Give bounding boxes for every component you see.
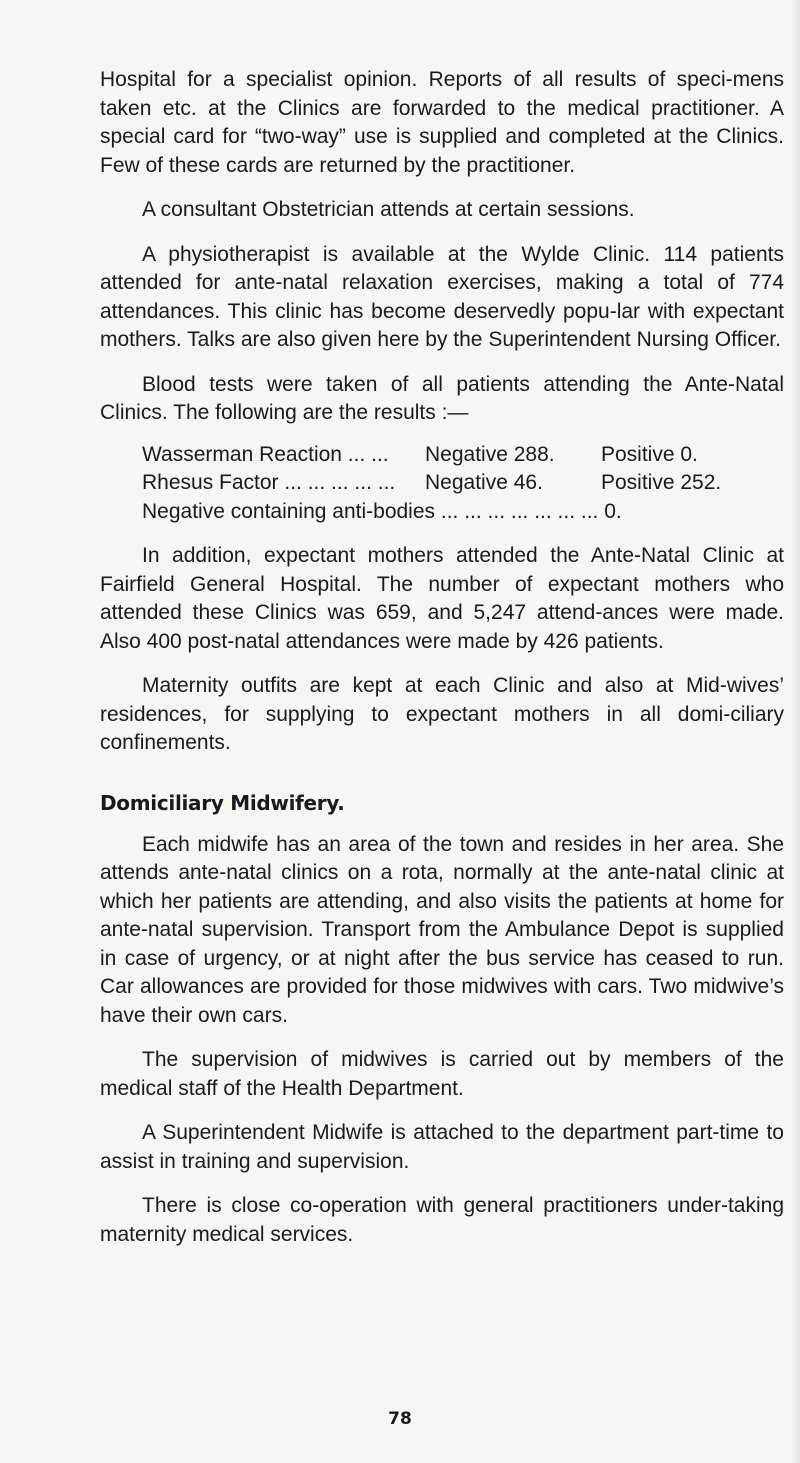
result-label: Wasserman Reaction ... ... [142, 442, 389, 466]
paragraph-cooperation: There is close co-operation with general practitioners under-taking maternity medical services. [100, 1194, 784, 1246]
paragraph-maternity-outfits: Maternity outfits are kept at each Clinic and also at Mid-wives’ residences, for supplying to expectant mothers in all domi-ciliary confinements. [100, 674, 784, 754]
paragraph-supervision: The supervision of midwives is carried out by members of the medical staff of the Health Department. [100, 1048, 784, 1100]
paragraph-specialist-opinion: Hospital for a specialist opinion. Reports of all results of speci-mens taken etc. at the Clinics are forwarded to the medical practitioner. A special card for “two-way” use is supplied and completed at the Clinics. Few of these cards are returned by the practitioner. [100, 68, 784, 177]
paragraph-superintendent-midwife: A Superintendent Midwife is attached to the department part-time to assist in training and supervision. [100, 1121, 784, 1173]
result-negative: Negative 288. [425, 442, 555, 466]
result-row-wasserman [142, 441, 784, 470]
result-positive: Positive 0. [601, 442, 698, 466]
result-negative: Negative 46. [425, 471, 543, 494]
paragraph-consultant-obstetrician: A consultant Obstetrician attends at certain sessions. [142, 198, 635, 221]
result-row-rhesus [142, 469, 784, 498]
paragraph-fairfield-clinic: In addition, expectant mothers attended the Ante-Natal Clinic at Fairfield General Hospital. The number of expectant mothers who attended these Clinics was 659, and 5,247 attend-ances were made. Also 400 post-natal attendances were made by 426 patients. [100, 544, 784, 653]
result-positive: Positive 252. [601, 471, 722, 494]
page-edge-shadow [790, 0, 800, 1463]
page-body [100, 66, 784, 1249]
result-label: Negative containing anti-bodies ... ... ... ... ... ... ... 0. [142, 499, 622, 523]
section-heading: Domiciliary Midwifery. [100, 790, 345, 815]
page-number: 78 [388, 1409, 412, 1429]
result-row-antibodies [142, 498, 784, 527]
blood-test-results [100, 441, 784, 527]
paragraph-blood-tests: Blood tests were taken of all patients attending the Ante-Natal Clinics. The following are the results :— [100, 372, 784, 424]
result-label: Rhesus Factor ... ... ... ... ... [142, 471, 396, 494]
paragraph-physiotherapist: A physiotherapist is available at the Wylde Clinic. 114 patients attended for ante-natal relaxation exercises, making a total of 774 attendances. This clinic has become deservedly popu-lar with expectant mothers. Talks are also given here by the Superintendent Nursing Officer. [100, 242, 784, 351]
paragraph-midwife-area: Each midwife has an area of the town and resides in her area. She attends ante-natal clinics on a rota, normally at the ante-natal clinic at which her patients are attending, and also visits the patients at home for ante-natal supervision. Transport from the Ambulance Depot is supplied in case of urgency, or at night after the bus service has ceased to run. Car allowances are provided for those midwives with cars. Two midwive’s have their own cars. [100, 832, 784, 1027]
